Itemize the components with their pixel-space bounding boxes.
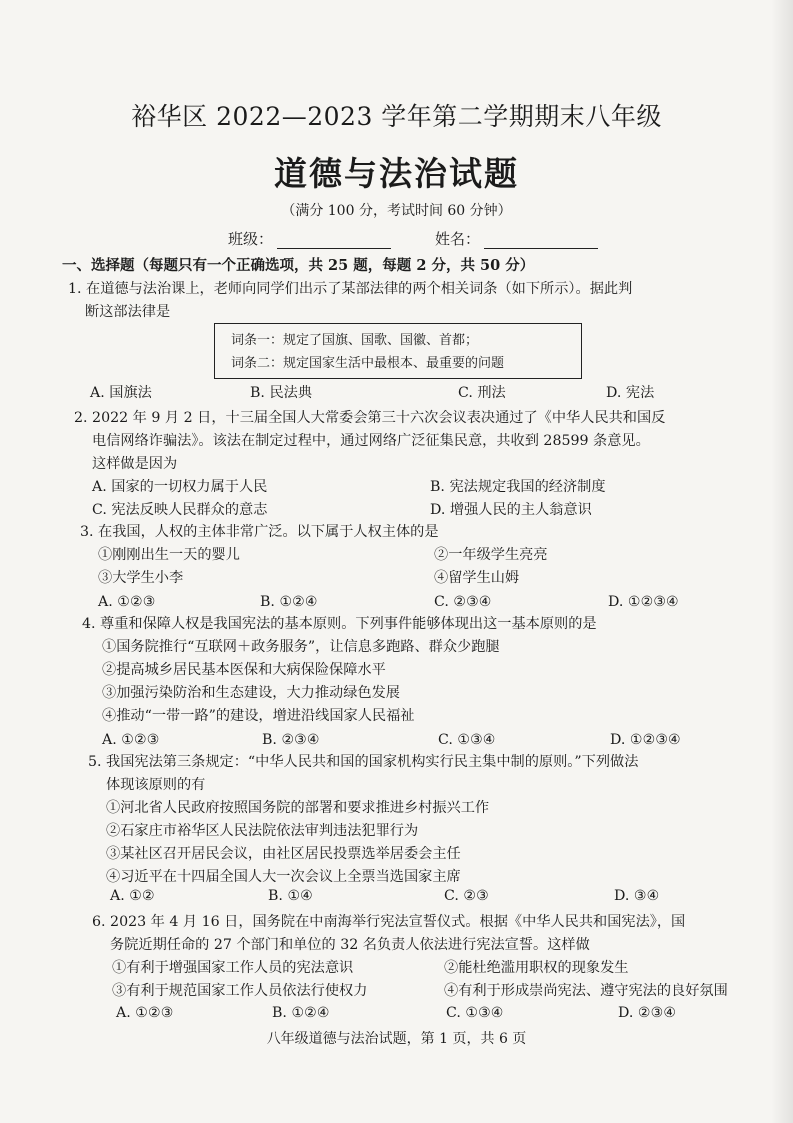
- q2-stem-line1: 2. 2022 年 9 月 2 日，十三届全国人大常委会第三十六次会议表决通过了《中华人民共和国反: [74, 410, 666, 426]
- exam-title-line2: 道德与法治试题: [274, 154, 519, 193]
- name-blank[interactable]: [484, 232, 598, 249]
- q3-item-1: ①刚刚出生一天的婴儿: [98, 547, 240, 563]
- q6-stem-line1: 6. 2023 年 4 月 16 日，国务院在中南海举行宪法宣誓仪式。根据《中华人民共和国宪法》，国: [92, 914, 686, 930]
- q6-option-a[interactable]: A. ①②③: [116, 1005, 174, 1021]
- exam-title-line1: 裕华区 2022—2023 学年第二学期期末八年级: [131, 102, 662, 131]
- q6-option-c[interactable]: C. ①③④: [446, 1005, 504, 1021]
- q1-option-b[interactable]: B. 民法典: [250, 385, 313, 401]
- q4-option-d[interactable]: D. ①②③④: [610, 732, 681, 748]
- q6-item-3: ③有利于规范国家工作人员依法行使权力: [112, 983, 368, 999]
- class-blank[interactable]: [277, 232, 391, 249]
- section-heading: 一、选择题（每题只有一个正确选项，共 25 题，每题 2 分，共 50 分）: [62, 257, 535, 274]
- class-label: 班级：: [228, 230, 274, 248]
- q6-stem-line2: 务院近期任命的 27 个部门和单位的 32 名负责人依法进行宪法宣誓。这样做: [110, 937, 590, 953]
- student-info-fields: [228, 228, 642, 249]
- q3-item-3: ③大学生小李: [98, 570, 184, 586]
- q1-stem-line1: 1. 在道德与法治课上，老师向同学们出示了某部法律的两个相关词条（如下所示）。据此判: [68, 281, 633, 297]
- q4-item-4: ④推动“一带一路”的建设，增进沿线国家人民福祉: [102, 708, 415, 724]
- q4-stem-line1: 4. 尊重和保障人权是我国宪法的基本原则。下列事件能够体现出这一基本原则的是: [82, 616, 597, 632]
- q5-option-d[interactable]: D. ③④: [614, 888, 660, 904]
- q2-option-c[interactable]: C. 宪法反映人民群众的意志: [92, 502, 268, 518]
- q3-option-c[interactable]: C. ②③④: [434, 594, 492, 610]
- q5-stem-line2: 体现该原则的有: [106, 777, 206, 793]
- page-footer: 八年级道德与法治试题，第 1 页，共 6 页: [266, 1031, 527, 1047]
- q2-stem-line2: 电信网络诈骗法》。该法在制定过程中，通过网络广泛征集民意，共收到 28599 条意见。: [92, 433, 650, 449]
- q3-item-4: ④留学生山姆: [434, 570, 520, 586]
- q3-option-b[interactable]: B. ①②④: [260, 594, 318, 610]
- q6-item-1: ①有利于增强国家工作人员的宪法意识: [112, 960, 354, 976]
- q5-option-c[interactable]: C. ②③: [444, 888, 489, 904]
- name-label: 姓名：: [435, 230, 481, 248]
- exam-subtitle: （满分 100 分，考试时间 60 分钟）: [281, 203, 512, 219]
- q5-item-4: ④习近平在十四届全国人大一次会议上全票当选国家主席: [106, 869, 461, 885]
- q2-option-d[interactable]: D. 增强人民的主人翁意识: [430, 502, 592, 518]
- q6-option-b[interactable]: B. ①②④: [272, 1005, 330, 1021]
- q5-item-3: ③某社区召开居民会议，由社区居民投票选举居委会主任: [106, 846, 461, 862]
- q5-option-a[interactable]: A. ①②: [110, 888, 155, 904]
- q2-stem-line3: 这样做是因为: [92, 456, 178, 472]
- q4-option-a[interactable]: A. ①②③: [102, 732, 160, 748]
- q6-item-2: ②能杜绝滥用职权的现象发生: [444, 960, 629, 976]
- q5-item-2: ②石家庄市裕华区人民法院依法审判违法犯罪行为: [106, 823, 419, 839]
- q3-item-2: ②一年级学生亮亮: [434, 547, 548, 563]
- q2-option-b[interactable]: B. 宪法规定我国的经济制度: [430, 479, 606, 495]
- q1-option-c[interactable]: C. 刑法: [458, 385, 506, 401]
- q4-item-3: ③加强污染防治和生态建设，大力推动绿色发展: [102, 685, 400, 701]
- q3-option-d[interactable]: D. ①②③④: [608, 594, 679, 610]
- q1-statute-1: 词条一：规定了国旗、国歌、国徽、首都；: [231, 333, 479, 348]
- name-field: [435, 228, 598, 249]
- class-field: [228, 228, 391, 249]
- q4-item-1: ①国务院推行“互联网＋政务服务”，让信息多跑路、群众少跑腿: [102, 639, 500, 655]
- q4-item-2: ②提高城乡居民基本医保和大病保险保障水平: [102, 662, 386, 678]
- q6-item-4: ④有利于形成崇尚宪法、遵守宪法的良好氛围: [444, 983, 728, 999]
- q1-option-d[interactable]: D. 宪法: [606, 385, 655, 401]
- q3-stem-line1: 3. 在我国，人权的主体非常广泛。以下属于人权主体的是: [80, 524, 439, 540]
- q1-statute-2: 词条二：规定国家生活中最根本、最重要的问题: [231, 356, 505, 371]
- q4-option-b[interactable]: B. ②③④: [262, 732, 320, 748]
- q5-item-1: ①河北省人民政府按照国务院的部署和要求推进乡村振兴工作: [106, 800, 490, 816]
- q1-statute-box: [214, 323, 582, 379]
- q5-option-b[interactable]: B. ①④: [268, 888, 313, 904]
- q5-stem-line1: 5. 我国宪法第三条规定：“中华人民共和国的国家机构实行民主集中制的原则。”下列做法: [88, 754, 639, 770]
- q2-option-a[interactable]: A. 国家的一切权力属于人民: [92, 479, 268, 495]
- q3-option-a[interactable]: A. ①②③: [98, 594, 156, 610]
- q4-option-c[interactable]: C. ①③④: [438, 732, 496, 748]
- q1-option-a[interactable]: A. 国旗法: [90, 385, 152, 401]
- q1-stem-line2: 断这部法律是: [85, 304, 171, 320]
- q6-option-d[interactable]: D. ②③④: [618, 1005, 677, 1021]
